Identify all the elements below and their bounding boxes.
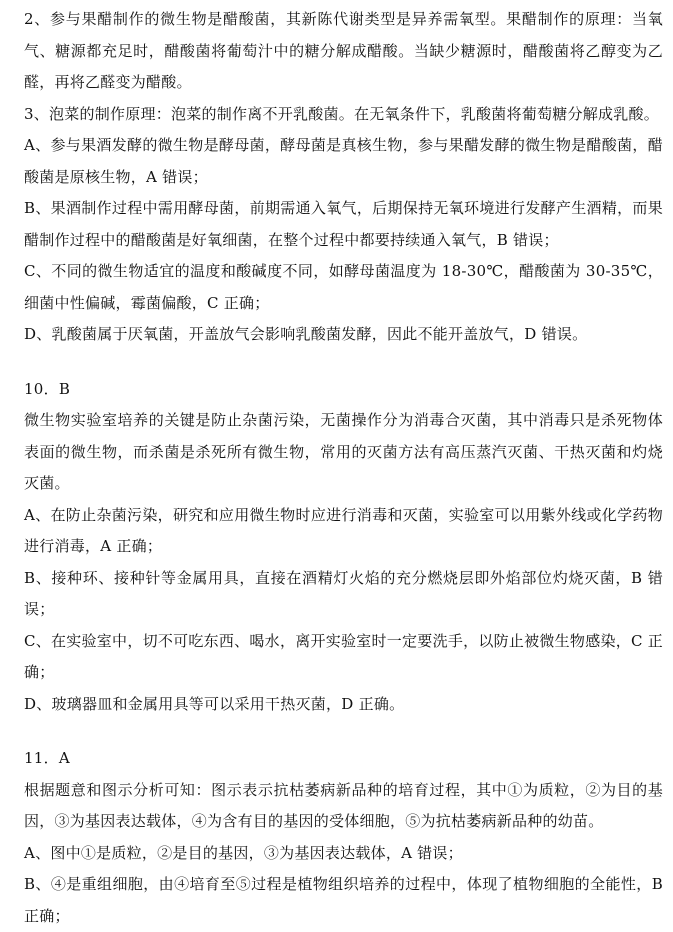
question-11-analysis: 根据题意和图示分析可知：图示表示抗枯萎病新品种的培育过程，其中①为质粒，②为目的基因，③为基因表达载体，④为含有目的基因的受体细胞，⑤为抗枯萎病新品种的幼苗。 xyxy=(24,780,663,830)
question-11-option-b: B、④是重组细胞，由④培育至⑤过程是植物组织培养的过程中，体现了植物细胞的全能性，B 正确； xyxy=(24,875,663,925)
question-11-option-a: A、图中①是质粒，②是目的基因，③为基因表达载体，A 错误； xyxy=(24,843,463,862)
paragraph-pickle-principle: 3、泡菜的制作原理：泡菜的制作离不开乳酸菌。在无氧条件下，乳酸菌将葡萄糖分解成乳酸。 xyxy=(24,104,660,123)
question-10-analysis: 微生物实验室培养的关键是防止杂菌污染，无菌操作分为消毒合灭菌，其中消毒只是杀死物体表面的微生物，而杀菌是杀死所有微生物，常用的灭菌方法有高压蒸汽灭菌、干热灭菌和灼烧灭菌。 xyxy=(24,411,663,492)
option-d-explanation: D、乳酸菌属于厌氧菌，开盖放气会影响乳酸菌发酵，因此不能开盖放气，D 错误。 xyxy=(24,325,588,343)
question-10-option-d: D、玻璃器皿和金属用具等可以采用干热灭菌，D 正确。 xyxy=(24,694,405,713)
question-10-answer: 10．B xyxy=(24,379,71,398)
section-gap xyxy=(24,720,663,743)
question-10-option-b: B、接种环、接种针等金属用具，直接在酒精灯火焰的充分燃烧层即外焰部位灼烧灭菌，B 错误； xyxy=(24,568,663,618)
question-11-answer: 11．A xyxy=(24,749,70,767)
paragraph-vinegar-principle: 2、参与果醋制作的微生物是醋酸菌，其新陈代谢类型是异养需氧型。果醋制作的原理：当氧气、糖源都充足时，醋酸菌将葡萄汁中的糖分解成醋酸。当缺少糖源时，醋酸菌将乙醇变为乙醛，再将乙醛变为醋酸。 xyxy=(24,10,663,91)
option-b-explanation: B、果酒制作过程中需用酵母菌，前期需通入氧气，后期保持无氧环境进行发酵产生酒精，而果醋制作过程中的醋酸菌是好氧细菌，在整个过程中都要持续通入氧气，B 错误； xyxy=(24,199,663,249)
section-gap xyxy=(24,351,663,374)
option-c-explanation: C、不同的微生物适宜的温度和酸碱度不同，如酵母菌温度为 18-30℃，醋酸菌为 30-35℃，细菌中性偏碱，霉菌偏酸，C 正确； xyxy=(24,262,663,312)
question-10-option-c: C、在实验室中，切不可吃东西、喝水，离开实验室时一定要洗手，以防止被微生物感染，C 正确； xyxy=(24,631,663,681)
option-a-explanation: A、参与果酒发酵的微生物是酵母菌，酵母菌是真核生物，参与果醋发酵的微生物是醋酸菌，醋酸菌是原核生物，A 错误； xyxy=(24,136,663,186)
question-10-option-a: A、在防止杂菌污染，研究和应用微生物时应进行消毒和灭菌，实验室可以用紫外线或化学药物进行消毒，A 正确； xyxy=(24,505,663,555)
